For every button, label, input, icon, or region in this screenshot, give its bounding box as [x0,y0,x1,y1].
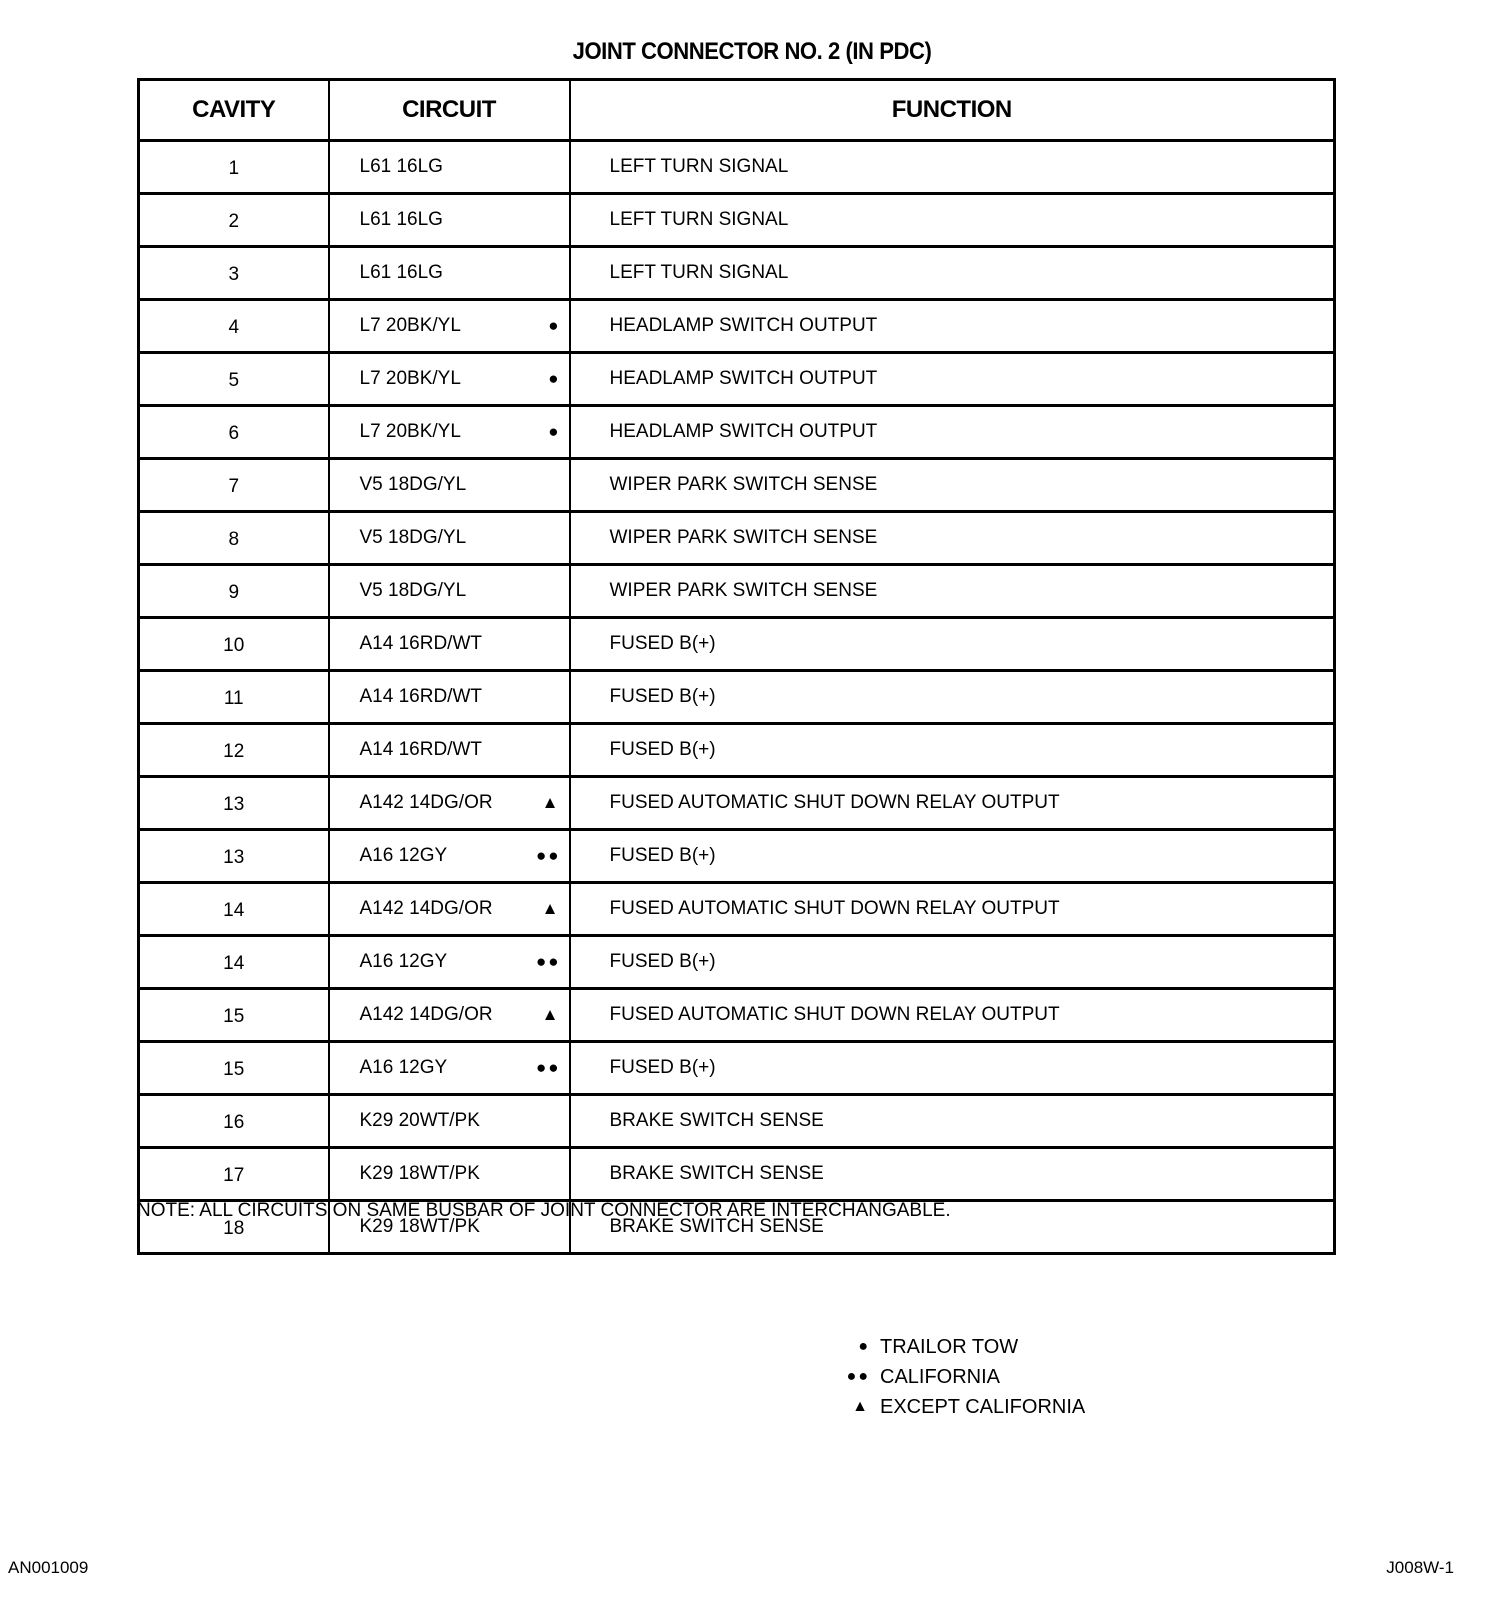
header-circuit: CIRCUIT [329,80,570,141]
table-row [139,671,1335,724]
table-row [139,459,1335,512]
legend-label: CALIFORNIA [880,1365,1001,1388]
cavity-cell: 2 [139,194,329,247]
function-cell: FUSED AUTOMATIC SHUT DOWN RELAY OUTPUT [570,777,1335,830]
table-row [139,406,1335,459]
cavity-cell: 14 [139,883,329,936]
function-cell: BRAKE SWITCH SENSE [570,1201,1335,1254]
function-cell: HEADLAMP SWITCH OUTPUT [570,300,1335,353]
circuit-code: A16 12GY [359,1057,448,1078]
circuit-cell [329,724,570,777]
circuit-code: A142 14DG/OR [359,1004,493,1025]
function-cell: HEADLAMP SWITCH OUTPUT [570,353,1335,406]
legend-item [826,1362,1085,1392]
function-cell: BRAKE SWITCH SENSE [570,1095,1335,1148]
circuit-code: A14 16RD/WT [359,686,482,707]
circuit-cell [329,247,570,300]
cavity-cell: 8 [139,512,329,565]
cavity-cell: 1 [139,141,329,194]
circuit-code: L61 16LG [359,262,443,283]
circuit-code: A142 14DG/OR [359,898,493,919]
circuit-cell [329,1042,570,1095]
circuit-cell [329,353,570,406]
cavity-cell: 18 [139,1201,329,1254]
circuit-cell [329,406,570,459]
function-cell: WIPER PARK SWITCH SENSE [570,565,1335,618]
function-cell: FUSED B(+) [570,671,1335,724]
circuit-cell [329,565,570,618]
circuit-code: V5 18DG/YL [359,527,467,548]
cavity-cell: 16 [139,1095,329,1148]
legend-symbol-icon: ● [858,1338,870,1355]
legend-item [826,1392,1085,1422]
option-marker-icon: ● [548,369,561,388]
function-cell: FUSED AUTOMATIC SHUT DOWN RELAY OUTPUT [570,883,1335,936]
function-cell: FUSED B(+) [570,936,1335,989]
function-cell: LEFT TURN SIGNAL [570,247,1335,300]
cavity-cell: 12 [139,724,329,777]
table-row [139,512,1335,565]
table-row [139,353,1335,406]
circuit-cell [329,989,570,1042]
table-row [139,141,1335,194]
function-cell: WIPER PARK SWITCH SENSE [570,512,1335,565]
circuit-code: A16 12GY [359,951,448,972]
table-row [139,618,1335,671]
header-cavity: CAVITY [139,80,329,141]
option-marker-icon: ● [548,422,561,441]
legend [826,1332,1085,1422]
circuit-code: A142 14DG/OR [359,792,493,813]
table-row [139,936,1335,989]
header-function: FUNCTION [570,80,1335,141]
function-cell: BRAKE SWITCH SENSE [570,1148,1335,1201]
option-marker-icon: ▲ [541,899,561,918]
table-row [139,724,1335,777]
circuit-code: L7 20BK/YL [359,315,461,336]
table-row [139,300,1335,353]
function-cell: FUSED AUTOMATIC SHUT DOWN RELAY OUTPUT [570,989,1335,1042]
circuit-code: V5 18DG/YL [359,474,467,495]
cavity-cell: 17 [139,1148,329,1201]
table-row [139,194,1335,247]
table-row [139,989,1335,1042]
connector-table [137,78,1336,1255]
function-cell: HEADLAMP SWITCH OUTPUT [570,406,1335,459]
circuit-cell [329,618,570,671]
circuit-code: L7 20BK/YL [359,368,461,389]
option-marker-icon: ▲ [541,793,561,812]
cavity-cell: 13 [139,830,329,883]
cavity-cell: 4 [139,300,329,353]
function-cell: FUSED B(+) [570,618,1335,671]
option-marker-icon: ●● [535,846,561,865]
circuit-cell [329,777,570,830]
table-row [139,565,1335,618]
circuit-cell [329,830,570,883]
option-marker-icon: ▲ [541,1005,561,1024]
cavity-cell: 3 [139,247,329,300]
cavity-cell: 7 [139,459,329,512]
circuit-cell [329,671,570,724]
document-code-right: J008W-1 [1386,1558,1454,1577]
document-code-left: AN001009 [8,1558,89,1577]
legend-symbol-icon: ●● [846,1368,870,1385]
circuit-code: V5 18DG/YL [359,580,467,601]
circuit-code: K29 18WT/PK [359,1163,480,1184]
note-text: NOTE: ALL CIRCUITS ON SAME BUSBAR OF JOINT CONNECTOR ARE INTERCHANGABLE. [137,1200,951,1221]
function-cell: WIPER PARK SWITCH SENSE [570,459,1335,512]
cavity-cell: 10 [139,618,329,671]
circuit-cell [329,300,570,353]
legend-label: EXCEPT CALIFORNIA [880,1395,1086,1418]
legend-symbol-icon: ▲ [852,1398,870,1415]
circuit-cell [329,1148,570,1201]
table-header-row [139,80,1335,141]
function-cell: LEFT TURN SIGNAL [570,141,1335,194]
circuit-code: L7 20BK/YL [359,421,461,442]
function-cell: FUSED B(+) [570,724,1335,777]
circuit-cell [329,883,570,936]
cavity-cell: 13 [139,777,329,830]
option-marker-icon: ● [548,316,561,335]
cavity-cell: 15 [139,989,329,1042]
circuit-code: A14 16RD/WT [359,633,482,654]
function-cell: FUSED B(+) [570,1042,1335,1095]
circuit-cell [329,459,570,512]
circuit-code: K29 20WT/PK [359,1110,480,1131]
circuit-cell [329,512,570,565]
circuit-code: L61 16LG [359,156,443,177]
table-row [139,247,1335,300]
circuit-code: L61 16LG [359,209,443,230]
function-cell: FUSED B(+) [570,830,1335,883]
circuit-code: K29 18WT/PK [359,1216,480,1237]
legend-item [826,1332,1085,1362]
circuit-cell [329,194,570,247]
table-row [139,1148,1335,1201]
option-marker-icon: ●● [535,952,561,971]
circuit-cell [329,936,570,989]
cavity-cell: 6 [139,406,329,459]
table-row [139,1042,1335,1095]
table-row [139,1095,1335,1148]
page-title: JOINT CONNECTOR NO. 2 (IN PDC) [572,38,932,65]
table-row [139,830,1335,883]
function-cell: LEFT TURN SIGNAL [570,194,1335,247]
table-row [139,777,1335,830]
cavity-cell: 14 [139,936,329,989]
option-marker-icon: ●● [535,1058,561,1077]
circuit-code: A16 12GY [359,845,448,866]
table-row [139,883,1335,936]
legend-label: TRAILOR TOW [880,1335,1019,1358]
circuit-cell [329,1095,570,1148]
cavity-cell: 5 [139,353,329,406]
circuit-cell [329,141,570,194]
circuit-code: A14 16RD/WT [359,739,482,760]
cavity-cell: 11 [139,671,329,724]
cavity-cell: 15 [139,1042,329,1095]
cavity-cell: 9 [139,565,329,618]
